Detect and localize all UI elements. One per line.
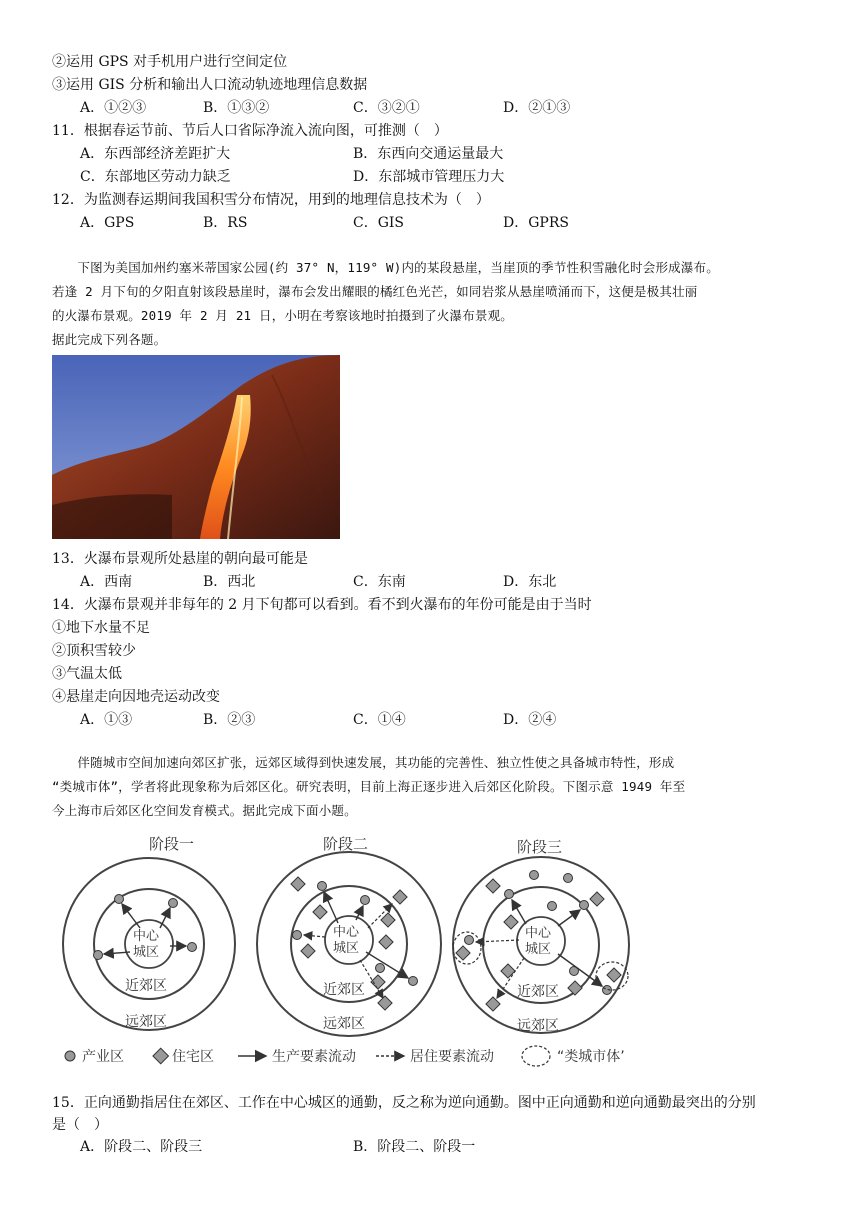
q15-stem-line-2: 是（ ） [52,1117,108,1133]
q14-stem: 14．火瀑布景观并非每年的 2 月下旬都可以看到。看不到火瀑布的年份可能是由于当时 [52,597,592,613]
legend-industry: 产业区 [82,1049,124,1065]
passage-line: 下图为美国加州约塞米蒂国家公园(约 37° N，119° W)内的某段悬崖，当崖顶的季节性积雪融化时会形成瀑布。 [52,260,719,275]
q11-option-b[interactable]: B．东西向交通运量最大 [353,146,504,162]
inner-ring-label: 近郊区 [323,982,365,998]
q10-option-c[interactable]: C．③②① [353,100,420,116]
inner-ring-label: 近郊区 [125,978,167,994]
q10-item-3: ③运用 GIS 分析和输出人口流动轨迹地理信息数据 [52,77,368,93]
q11-option-d[interactable]: D．东部城市管理压力大 [353,169,505,185]
q14-option-a[interactable]: A．①③ [80,712,133,728]
q13-stem: 13．火瀑布景观所处悬崖的朝向最可能是 [52,551,308,567]
residential-legend-icon [153,1048,169,1064]
passage-line: 据此完成下列各题。 [52,332,167,347]
passage-line: 的火瀑布景观。2019 年 2 月 21 日，小明在考察该地时拍摄到了火瀑布景观。 [52,308,514,323]
q14-item-4: ④悬崖走向因地壳运动改变 [52,689,220,705]
q14-item-3: ③气温太低 [52,666,122,682]
q13-option-d[interactable]: D．东北 [503,574,557,590]
outer-ring-label: 远郊区 [517,1018,559,1034]
passage-suburbanization [52,751,812,823]
q13-option-b[interactable]: B．西北 [203,574,256,590]
center-label-1: 中心 [133,929,160,944]
industry-legend-icon [65,1051,75,1061]
q13-option-a[interactable]: A．西南 [80,574,133,590]
q12-option-b[interactable]: B．RS [203,215,248,231]
q11-stem: 11．根据春运节前、节后人口省际净流入流向图，可推测（ ） [52,123,448,139]
q11-option-c[interactable]: C．东部地区劳动力缺乏 [80,169,231,185]
q13-option-c[interactable]: C．东南 [353,574,406,590]
q15-stem-line-1: 15．正向通勤指居住在郊区、工作在中心城区的通勤，反之称为逆向通勤。图中正向通勤和逆向通勤最突出的分别 [52,1095,756,1111]
q12-option-a[interactable]: A．GPS [80,215,135,231]
stage-3-title: 阶段三 [517,838,563,856]
quasi-city-legend-icon [522,1046,550,1066]
q10-item-2: ②运用 GPS 对手机用户进行空间定位 [52,54,288,70]
outer-ring-label: 远郊区 [125,1014,167,1030]
stage-2 [257,835,441,1036]
center-label-1: 中心 [525,926,552,941]
q14-item-2: ②顶积雪较少 [52,643,136,659]
q14-item-1: ①地下水量不足 [52,620,150,636]
passage-line: 今上海市后郊区化空间发育模式。据此完成下面小题。 [52,803,357,818]
stage-1-title: 阶段一 [149,835,195,853]
passage-line: 伴随城市空间加速向郊区扩张，远郊区域得到快速发展，其功能的完善性、独立性使之具备城市特性，形成 [52,755,675,770]
suburbanization-diagram [52,828,812,1080]
q14-option-d[interactable]: D．②④ [503,712,557,728]
q12-option-c[interactable]: C．GIS [353,215,405,231]
q15-option-b[interactable]: B．阶段二、阶段一 [353,1139,476,1155]
q10-option-a[interactable]: A．①②③ [80,100,147,116]
q14-option-c[interactable]: C．①④ [353,712,406,728]
legend-production-flow: 生产要素流动 [272,1049,356,1065]
q12-stem: 12．为监测春运期间我国积雪分布情况，用到的地理信息技术为（ ） [52,192,490,208]
firefall-photo [52,355,340,539]
q14-option-b[interactable]: B．②③ [203,712,256,728]
stage-3 [453,838,629,1034]
center-label-2: 城区 [525,942,552,957]
legend-residential-flow: 居住要素流动 [410,1049,494,1065]
passage-firefall [52,256,812,352]
outer-ring-label: 远郊区 [323,1016,365,1032]
q11-option-a[interactable]: A．东西部经济差距扩大 [80,146,231,162]
diagram-legend [65,1046,625,1066]
legend-residential: 住宅区 [172,1049,214,1065]
q12-option-d[interactable]: D．GPRS [503,215,569,231]
center-label-2: 城区 [333,941,360,956]
legend-quasi-city: “类城市体’ [557,1049,625,1065]
inner-ring-label: 近郊区 [517,984,559,1000]
stage-1 [63,835,235,1030]
center-label-1: 中心 [333,925,360,940]
center-label-2: 城区 [133,945,160,960]
passage-line: 若逢 2 月下旬的夕阳直射该段悬崖时，瀑布会发出耀眼的橘红色光芒，如同岩浆从悬崖喷涌而下，这便是极其壮丽 [52,284,698,299]
q10-option-d[interactable]: D．②①③ [503,100,571,116]
passage-line: “类城市体”，学者将此现象称为后郊区化。研究表明，目前上海正逐步进入后郊区化阶段。下图示意 1949 年至 [52,779,686,794]
q15-option-a[interactable]: A．阶段二、阶段三 [80,1139,203,1155]
stage-2-title: 阶段二 [323,835,369,853]
q10-option-b[interactable]: B．①③② [203,100,270,116]
